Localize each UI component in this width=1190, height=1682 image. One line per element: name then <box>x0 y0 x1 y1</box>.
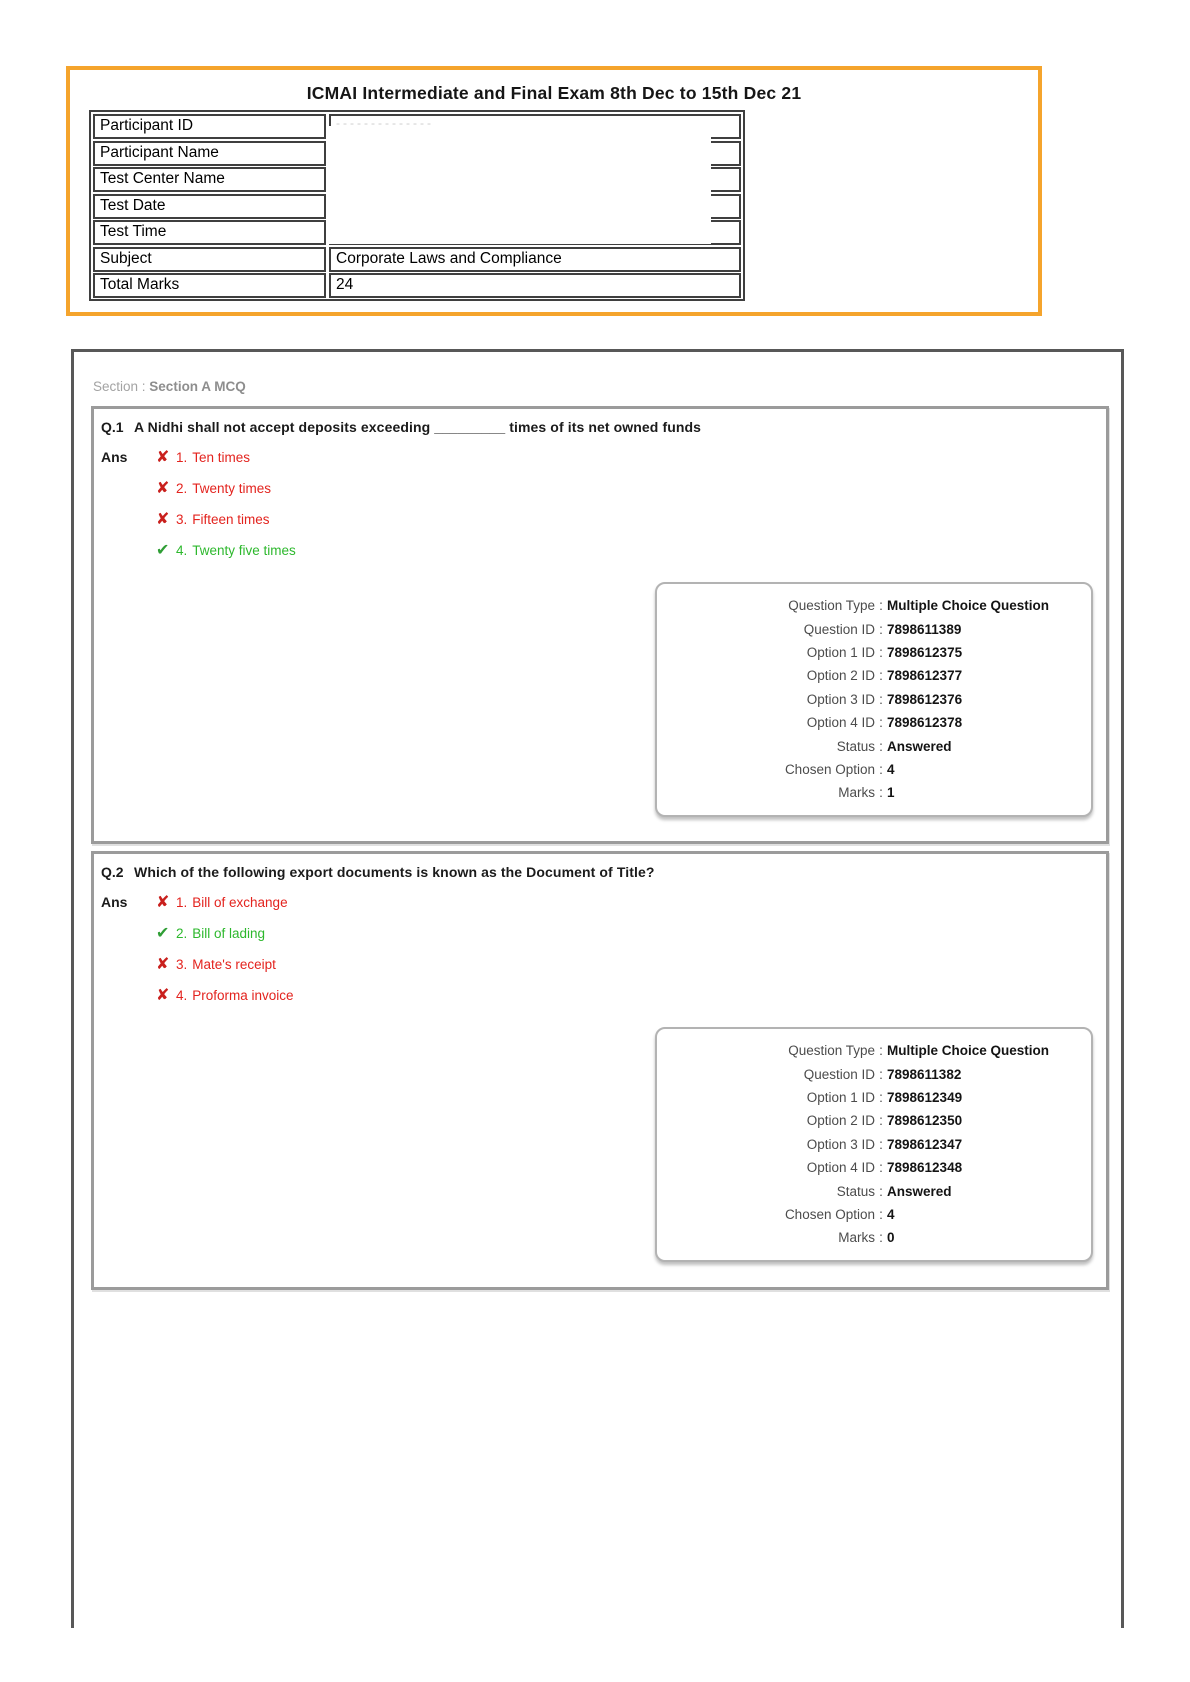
info-colon: : <box>879 1136 883 1152</box>
info-row <box>669 641 1079 664</box>
info-label: Question ID <box>803 621 875 637</box>
section-header <box>93 379 246 394</box>
option-text: Ten times <box>192 450 251 465</box>
info-label: Option 3 ID <box>806 1136 875 1152</box>
answer-label: Ans <box>101 449 128 465</box>
option-status-icon <box>156 925 176 943</box>
table-row-value: Corporate Laws and Compliance <box>329 247 741 272</box>
info-label: Option 4 ID <box>806 1160 875 1176</box>
option-number: 1. <box>176 450 188 465</box>
question-info-card <box>655 582 1093 817</box>
info-row <box>669 1179 1079 1202</box>
info-row <box>669 1203 1079 1226</box>
info-colon: : <box>879 691 883 707</box>
info-value: 7898612377 <box>887 668 963 684</box>
info-colon: : <box>879 785 883 801</box>
info-row <box>669 1039 1079 1062</box>
info-colon: : <box>879 761 883 777</box>
info-colon: : <box>879 1043 883 1059</box>
option-number: 4. <box>176 988 188 1003</box>
table-row-value: 24 <box>329 273 741 298</box>
table-row-label: Participant Name <box>93 141 326 166</box>
question-number: Q.2 <box>101 864 124 880</box>
info-value: 1 <box>887 785 895 801</box>
info-label: Option 1 ID <box>806 644 875 660</box>
info-label: Chosen Option <box>784 761 875 777</box>
option-text: Fifteen times <box>192 512 270 527</box>
info-colon: : <box>879 1160 883 1176</box>
question-info-card <box>655 1027 1093 1262</box>
option-status-icon <box>156 480 176 498</box>
info-value: 7898612347 <box>887 1136 963 1152</box>
option-status-icon <box>156 449 176 467</box>
section-name: Section A MCQ <box>149 379 246 394</box>
question-text: A Nidhi shall not accept deposits exceeding _________ times of its net owned funds <box>134 419 702 435</box>
info-colon: : <box>879 1206 883 1222</box>
info-value: 7898612348 <box>887 1160 963 1176</box>
info-value: 4 <box>887 761 895 777</box>
question-text: Which of the following export documents is known as the Document of Title? <box>134 864 655 880</box>
answer-block <box>94 894 1106 1018</box>
question-box-1 <box>91 406 1109 844</box>
info-row <box>669 1109 1079 1132</box>
info-value: 7898611389 <box>887 621 962 637</box>
option-number: 2. <box>176 481 188 496</box>
info-label: Status <box>836 738 875 754</box>
answer-label: Ans <box>101 894 128 910</box>
option-status-icon <box>156 987 176 1005</box>
info-value: 7898612349 <box>887 1089 963 1105</box>
section-label: Section : <box>93 379 146 394</box>
info-row <box>669 1086 1079 1109</box>
info-row <box>669 594 1079 617</box>
redaction-overlay <box>329 126 711 244</box>
info-value: 7898612375 <box>887 644 963 660</box>
info-label: Status <box>836 1183 875 1199</box>
info-colon: : <box>879 1113 883 1129</box>
option-text: Mate's receipt <box>192 957 276 972</box>
option-status-icon <box>156 542 176 560</box>
info-colon: : <box>879 1089 883 1105</box>
option-status-icon <box>156 511 176 529</box>
redacted-participant-id-trace: -------------- <box>336 116 434 130</box>
table-row-label: Total Marks <box>93 273 326 298</box>
info-label: Option 2 ID <box>806 1113 875 1129</box>
page-title: ICMAI Intermediate and Final Exam 8th Dec to 15th Dec 21 <box>306 83 802 103</box>
info-colon: : <box>879 644 883 660</box>
info-row <box>669 711 1079 734</box>
option-status-icon <box>156 894 176 912</box>
info-row <box>669 1226 1079 1249</box>
info-row <box>669 734 1079 757</box>
option-list <box>156 894 1106 1018</box>
info-value: 4 <box>887 1206 895 1222</box>
info-row <box>669 1156 1079 1179</box>
info-label: Marks <box>838 785 875 801</box>
info-label: Option 3 ID <box>806 691 875 707</box>
info-row <box>669 1133 1079 1156</box>
answer-option <box>156 480 1106 511</box>
question-header <box>94 409 1106 435</box>
info-row <box>669 664 1079 687</box>
option-number: 2. <box>176 926 188 941</box>
info-row <box>669 781 1079 804</box>
option-text: Twenty five times <box>192 543 296 558</box>
info-label: Question Type <box>788 598 875 614</box>
info-value: Multiple Choice Question <box>887 598 1050 614</box>
info-colon: : <box>879 738 883 754</box>
info-label: Chosen Option <box>784 1206 875 1222</box>
option-text: Bill of exchange <box>192 895 288 910</box>
info-label: Question ID <box>803 1066 875 1082</box>
info-value: Answered <box>887 738 952 754</box>
info-row <box>669 688 1079 711</box>
option-number: 4. <box>176 543 188 558</box>
answer-option <box>156 894 1106 925</box>
answer-option <box>156 925 1106 956</box>
info-label: Option 4 ID <box>806 715 875 731</box>
section-container <box>71 349 1124 1628</box>
answer-option <box>156 542 1106 573</box>
table-row-label: Subject <box>93 247 326 272</box>
info-colon: : <box>879 1230 883 1246</box>
option-status-icon <box>156 956 176 974</box>
info-colon: : <box>879 715 883 731</box>
answer-option <box>156 987 1106 1018</box>
option-list <box>156 449 1106 573</box>
table-row-label: Test Center Name <box>93 167 326 192</box>
info-value: 7898612350 <box>887 1113 963 1129</box>
info-value: 7898612376 <box>887 691 963 707</box>
info-label: Option 1 ID <box>806 1089 875 1105</box>
option-number: 3. <box>176 512 188 527</box>
option-number: 3. <box>176 957 188 972</box>
info-value: 7898611382 <box>887 1066 962 1082</box>
info-row <box>669 758 1079 781</box>
option-number: 1. <box>176 895 188 910</box>
table-row-label: Test Date <box>93 194 326 219</box>
answer-option <box>156 449 1106 480</box>
question-box-2 <box>91 851 1109 1290</box>
info-colon: : <box>879 1066 883 1082</box>
question-number: Q.1 <box>101 419 124 435</box>
info-label: Marks <box>838 1230 875 1246</box>
option-text: Proforma invoice <box>192 988 294 1003</box>
answer-block <box>94 449 1106 573</box>
info-label: Question Type <box>788 1043 875 1059</box>
table-row <box>93 273 741 298</box>
info-value: Answered <box>887 1183 952 1199</box>
answer-option <box>156 956 1106 987</box>
info-value: 0 <box>887 1230 895 1246</box>
info-label: Option 2 ID <box>806 668 875 684</box>
info-value: Multiple Choice Question <box>887 1043 1050 1059</box>
question-header <box>94 854 1106 880</box>
table-row-label: Test Time <box>93 220 326 245</box>
info-colon: : <box>879 668 883 684</box>
table-row <box>93 247 741 272</box>
info-value: 7898612378 <box>887 715 963 731</box>
table-row-label: Participant ID <box>93 114 326 139</box>
info-row <box>669 617 1079 640</box>
option-text: Bill of lading <box>192 926 266 941</box>
option-text: Twenty times <box>192 481 272 496</box>
info-colon: : <box>879 1183 883 1199</box>
answer-option <box>156 511 1106 542</box>
info-colon: : <box>879 598 883 614</box>
info-row <box>669 1062 1079 1085</box>
info-colon: : <box>879 621 883 637</box>
